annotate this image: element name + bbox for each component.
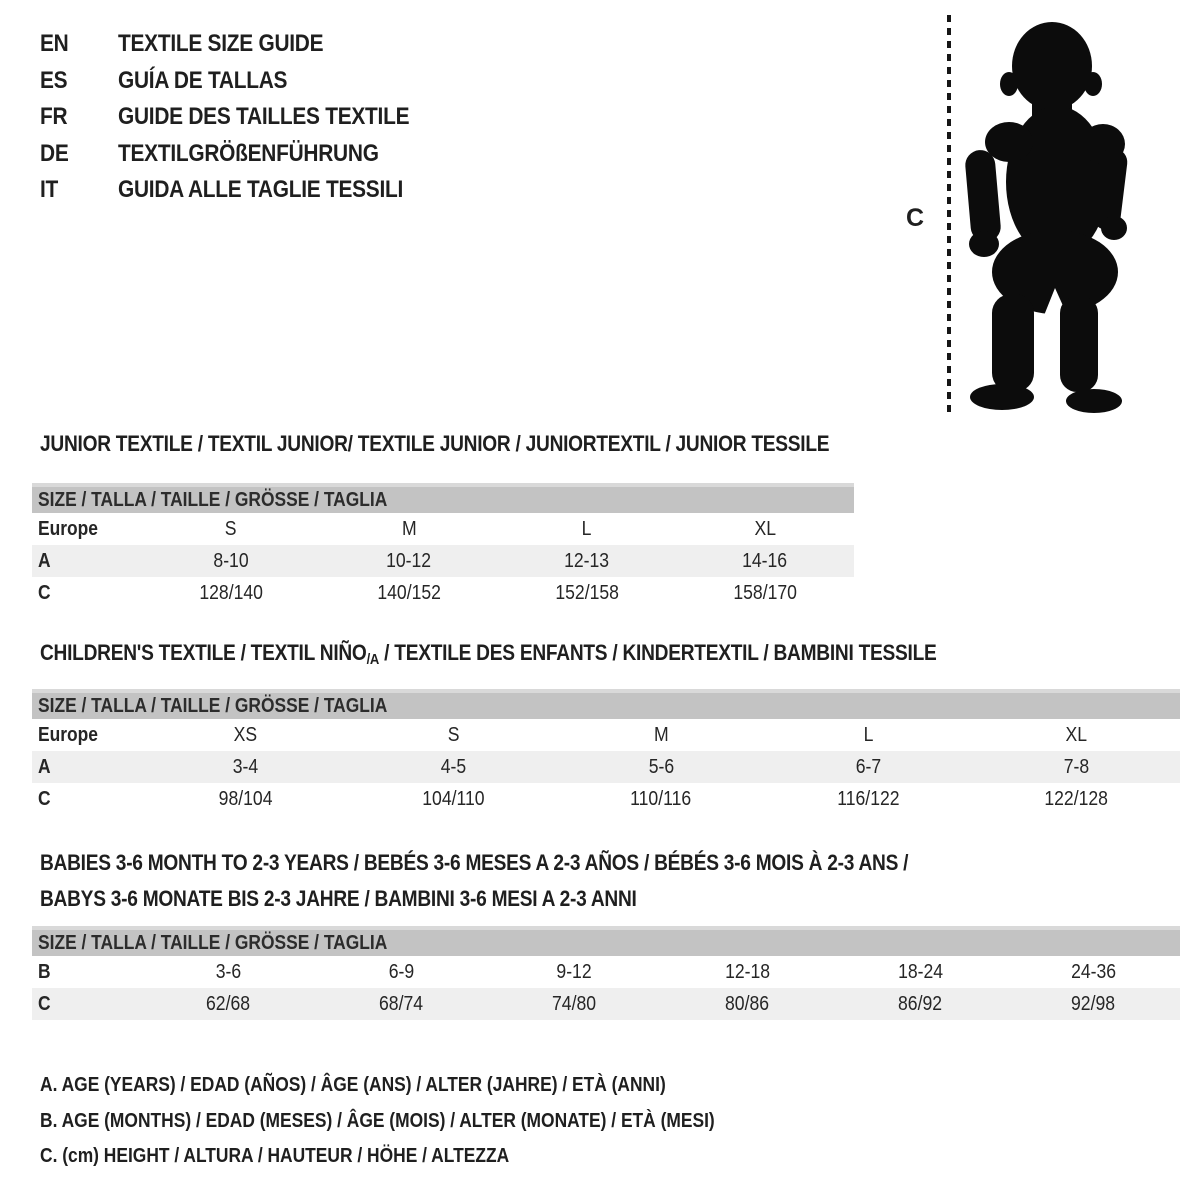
cell-value: 6-9 [388, 960, 415, 983]
cell-value: XS [234, 723, 258, 746]
cell-value: 8-10 [213, 549, 249, 572]
legend-line-age-years [40, 1068, 816, 1104]
table-header-cell [32, 928, 1180, 956]
language-label: GUÍA DE TALLAS [118, 66, 288, 94]
cell-value: S [225, 517, 237, 540]
language-label: TEXTILE SIZE GUIDE [118, 30, 324, 58]
table-cell [315, 956, 488, 988]
cell-value: 3-4 [233, 755, 259, 778]
row-label-cell [32, 719, 142, 751]
row-label-cell [32, 513, 142, 545]
toddler-silhouette-icon [962, 14, 1137, 416]
title-part2: / TEXTILE DES ENFANTS / KINDERTEXTIL / BAMBINI TESSILE [379, 640, 937, 665]
table-cell [661, 956, 834, 988]
childrens-section-title [40, 640, 1070, 668]
cell-value: XL [1065, 723, 1087, 746]
table-cell [661, 988, 834, 1020]
table-cell [765, 783, 973, 815]
table-cell [765, 719, 973, 751]
table-cell [557, 751, 765, 783]
language-label: TEXTILGRÖßENFÜHRUNG [118, 139, 379, 167]
cell-value: 140/152 [377, 581, 441, 604]
table-cell [1007, 956, 1180, 988]
row-label-cell [32, 545, 142, 577]
language-label: GUIDA ALLE TAGLIE TESSILI [118, 176, 404, 204]
table-cell [142, 545, 320, 577]
table-cell [142, 783, 350, 815]
language-row-it [40, 172, 453, 209]
cell-value: 116/122 [837, 787, 900, 810]
cell-value: 104/110 [422, 787, 485, 810]
table-cell [350, 719, 558, 751]
row-label: C [38, 992, 51, 1015]
language-row-de [40, 136, 453, 173]
row-label-cell [32, 577, 142, 609]
cell-value: 68/74 [379, 992, 424, 1015]
table-row-height [32, 783, 1180, 815]
cell-value: 74/80 [552, 992, 597, 1015]
table-cell [972, 751, 1180, 783]
table-cell [498, 577, 676, 609]
row-label: Europe [38, 517, 98, 540]
table-cell [488, 988, 661, 1020]
cell-value: 110/116 [630, 787, 692, 810]
language-label: GUIDE DES TAILLES TEXTILE [118, 103, 410, 131]
cell-value: 98/104 [218, 787, 273, 810]
height-measure-label: C [906, 204, 925, 232]
row-label: B [38, 960, 51, 983]
table-header-cell [32, 691, 1180, 719]
language-row-en [40, 26, 453, 63]
table-cell [350, 783, 558, 815]
babies-title-line1: BABIES 3-6 MONTH TO 2-3 YEARS / BEBÉS 3-6 MESES A 2-3 AÑOS / BÉBÉS 3-6 MOIS À 2-3 ANS / [40, 850, 909, 875]
legend-line-age-months [40, 1104, 816, 1140]
cell-value: 5-6 [648, 755, 674, 778]
cell-value: 122/128 [1044, 787, 1108, 810]
cell-value: 7-8 [1063, 755, 1089, 778]
table-row-age [32, 751, 1180, 783]
table-cell [834, 956, 1007, 988]
table-cell [320, 513, 498, 545]
table-cell [676, 545, 854, 577]
table-cell [676, 513, 854, 545]
table-cell [498, 545, 676, 577]
table-cell [498, 513, 676, 545]
legend-text: A. AGE (YEARS) / EDAD (AÑOS) / ÂGE (ANS) / ALTER (JAHRE) / ETÀ (ANNI) [40, 1074, 666, 1097]
table-cell [972, 719, 1180, 751]
size-header-label: SIZE / TALLA / TAILLE / GRÖSSE / TAGLIA [38, 931, 388, 954]
table-cell [142, 513, 320, 545]
cell-value: 86/92 [898, 992, 943, 1015]
cell-value: M [401, 517, 417, 540]
language-code: EN [40, 30, 69, 58]
language-row-fr [40, 99, 453, 136]
size-header-label: SIZE / TALLA / TAILLE / GRÖSSE / TAGLIA [38, 694, 388, 717]
table-cell [1007, 988, 1180, 1020]
language-code: DE [40, 139, 69, 167]
legend-line-height [40, 1139, 816, 1175]
row-label-cell [32, 751, 142, 783]
table-cell [142, 751, 350, 783]
cell-value: L [582, 517, 592, 540]
table-row-europe [32, 719, 1180, 751]
row-label-cell [32, 956, 142, 988]
cell-value: 4-5 [440, 755, 467, 778]
babies-size-table [32, 926, 1180, 1020]
row-label: C [38, 787, 51, 810]
cell-value: 12-18 [724, 960, 771, 983]
table-cell [320, 577, 498, 609]
table-cell [142, 988, 315, 1020]
legend-text: C. (cm) HEIGHT / ALTURA / HAUTEUR / HÖHE / ALTEZZA [40, 1145, 510, 1168]
childrens-section-title-text [40, 640, 937, 668]
babies-title-line2: BABYS 3-6 MONATE BIS 2-3 JAHRE / BAMBINI 3-6 MESI A 2-3 ANNI [40, 886, 637, 911]
table-cell [972, 783, 1180, 815]
row-label: Europe [38, 723, 98, 746]
title-subscript: /A [366, 651, 380, 668]
table-row-age [32, 545, 854, 577]
table-header-row [32, 928, 1180, 956]
cell-value: 152/158 [555, 581, 619, 604]
childrens-size-table [32, 689, 1180, 815]
babies-section-title [40, 845, 1038, 917]
cell-value: 12-13 [564, 549, 610, 572]
table-cell [142, 719, 350, 751]
language-code: IT [40, 176, 59, 204]
cell-value: 24-36 [1070, 960, 1117, 983]
size-header-label: SIZE / TALLA / TAILLE / GRÖSSE / TAGLIA [38, 488, 388, 511]
language-code: ES [40, 66, 68, 94]
cell-value: 158/170 [733, 581, 797, 604]
title-part1: CHILDREN'S TEXTILE / TEXTIL NIÑO [40, 640, 367, 665]
cell-value: M [653, 723, 669, 746]
table-cell [350, 751, 558, 783]
row-label-cell [32, 783, 142, 815]
table-row-europe [32, 513, 854, 545]
table-cell [142, 577, 320, 609]
junior-section-title [40, 431, 947, 457]
junior-size-table [32, 483, 854, 609]
table-header-cell [32, 485, 854, 513]
measurement-legend [40, 1068, 816, 1175]
cell-value: 92/98 [1071, 992, 1116, 1015]
table-cell [142, 956, 315, 988]
cell-value: 18-24 [897, 960, 944, 983]
legend-text: B. AGE (MONTHS) / EDAD (MESES) / ÂGE (MOIS) / ALTER (MONATE) / ETÀ (MESI) [40, 1109, 715, 1132]
table-cell [320, 545, 498, 577]
row-label: C [38, 581, 51, 604]
cell-value: 80/86 [725, 992, 770, 1015]
cell-value: S [447, 723, 460, 746]
table-cell [676, 577, 854, 609]
language-row-es [40, 63, 453, 100]
cell-value: 6-7 [855, 755, 882, 778]
cell-value: 9-12 [556, 960, 593, 983]
row-label-cell [32, 988, 142, 1020]
table-cell [765, 751, 973, 783]
cell-value: 10-12 [386, 549, 432, 572]
row-label: A [38, 549, 51, 572]
table-cell [557, 783, 765, 815]
cell-value: XL [754, 517, 776, 540]
table-row-height [32, 988, 1180, 1020]
table-cell [834, 988, 1007, 1020]
language-guide [40, 26, 453, 209]
table-header-row [32, 485, 854, 513]
junior-section-title-text: JUNIOR TEXTILE / TEXTIL JUNIOR/ TEXTILE JUNIOR / JUNIORTEXTIL / JUNIOR TESSILE [40, 431, 830, 456]
cell-value: L [863, 723, 874, 746]
cell-value: 62/68 [206, 992, 251, 1015]
cell-value: 128/140 [199, 581, 263, 604]
row-label: A [38, 755, 51, 778]
table-cell [488, 956, 661, 988]
table-row-height [32, 577, 854, 609]
cell-value: 3-6 [215, 960, 242, 983]
table-cell [315, 988, 488, 1020]
table-cell [557, 719, 765, 751]
table-row-age-months [32, 956, 1180, 988]
height-measure-dashed-line [947, 15, 951, 417]
cell-value: 14-16 [742, 549, 788, 572]
language-code: FR [40, 103, 68, 131]
table-header-row [32, 691, 1180, 719]
